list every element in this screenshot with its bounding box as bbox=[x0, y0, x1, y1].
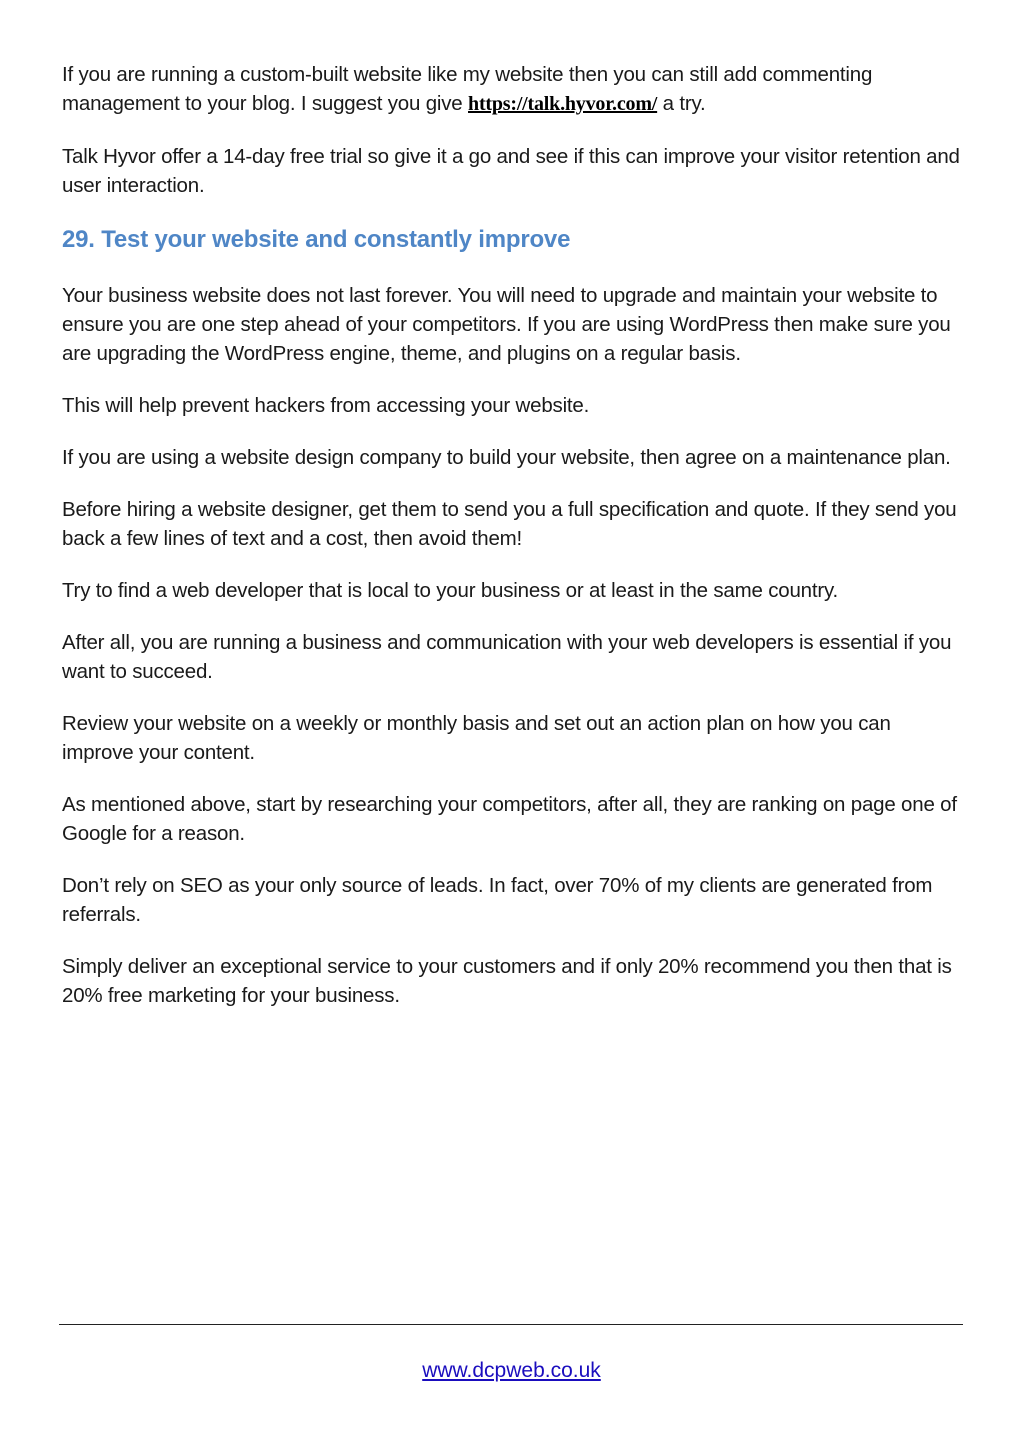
intro-text-before-link: If you are running a custom-built website like my website then you can still add commenting management to your blog. I suggest you give bbox=[62, 63, 873, 115]
intro-paragraph-1 bbox=[62, 60, 962, 119]
talk-hyvor-link[interactable]: https://talk.hyvor.com/ bbox=[468, 93, 658, 115]
footer-divider bbox=[59, 1324, 963, 1325]
section-paragraph: After all, you are running a business and communication with your web developers is essential if you want to succeed. bbox=[62, 631, 952, 683]
section-paragraph: Simply deliver an exceptional service to your customers and if only 20% recommend you then that is 20% free marketing for your business. bbox=[62, 955, 952, 1007]
section-paragraph: If you are using a website design company to build your website, then agree on a maintenance plan. bbox=[62, 446, 951, 469]
section-paragraph: Before hiring a website designer, get them to send you a full specification and quote. If they send you back a few lines of text and a cost, then avoid them! bbox=[62, 498, 957, 550]
section-paragraph: Try to find a web developer that is local to your business or at least in the same country. bbox=[62, 579, 839, 602]
section-paragraph: This will help prevent hackers from accessing your website. bbox=[62, 394, 590, 417]
section-paragraph: As mentioned above, start by researching your competitors, after all, they are ranking on page one of Google for a reason. bbox=[62, 793, 957, 845]
intro-paragraph-2: Talk Hyvor offer a 14-day free trial so give it a go and see if this can improve your visitor retention and user interaction. bbox=[62, 145, 960, 197]
footer-website-link[interactable]: www.dcpweb.co.uk bbox=[422, 1359, 601, 1382]
section-paragraph: Review your website on a weekly or monthly basis and set out an action plan on how you can improve your content. bbox=[62, 712, 891, 764]
footer bbox=[0, 1357, 1023, 1385]
section-paragraph: Don’t rely on SEO as your only source of leads. In fact, over 70% of my clients are generated from referrals. bbox=[62, 874, 933, 926]
intro-text-after-link: a try. bbox=[657, 92, 706, 115]
section-heading: 29. Test your website and constantly improve bbox=[62, 226, 571, 253]
document-body bbox=[62, 60, 962, 1033]
section-paragraph: Your business website does not last forever. You will need to upgrade and maintain your website to ensure you are one step ahead of your competitors. If you are using WordPress then make sure you are upgrading the WordPress engine, theme, and plugins on a regular basis. bbox=[62, 284, 951, 365]
